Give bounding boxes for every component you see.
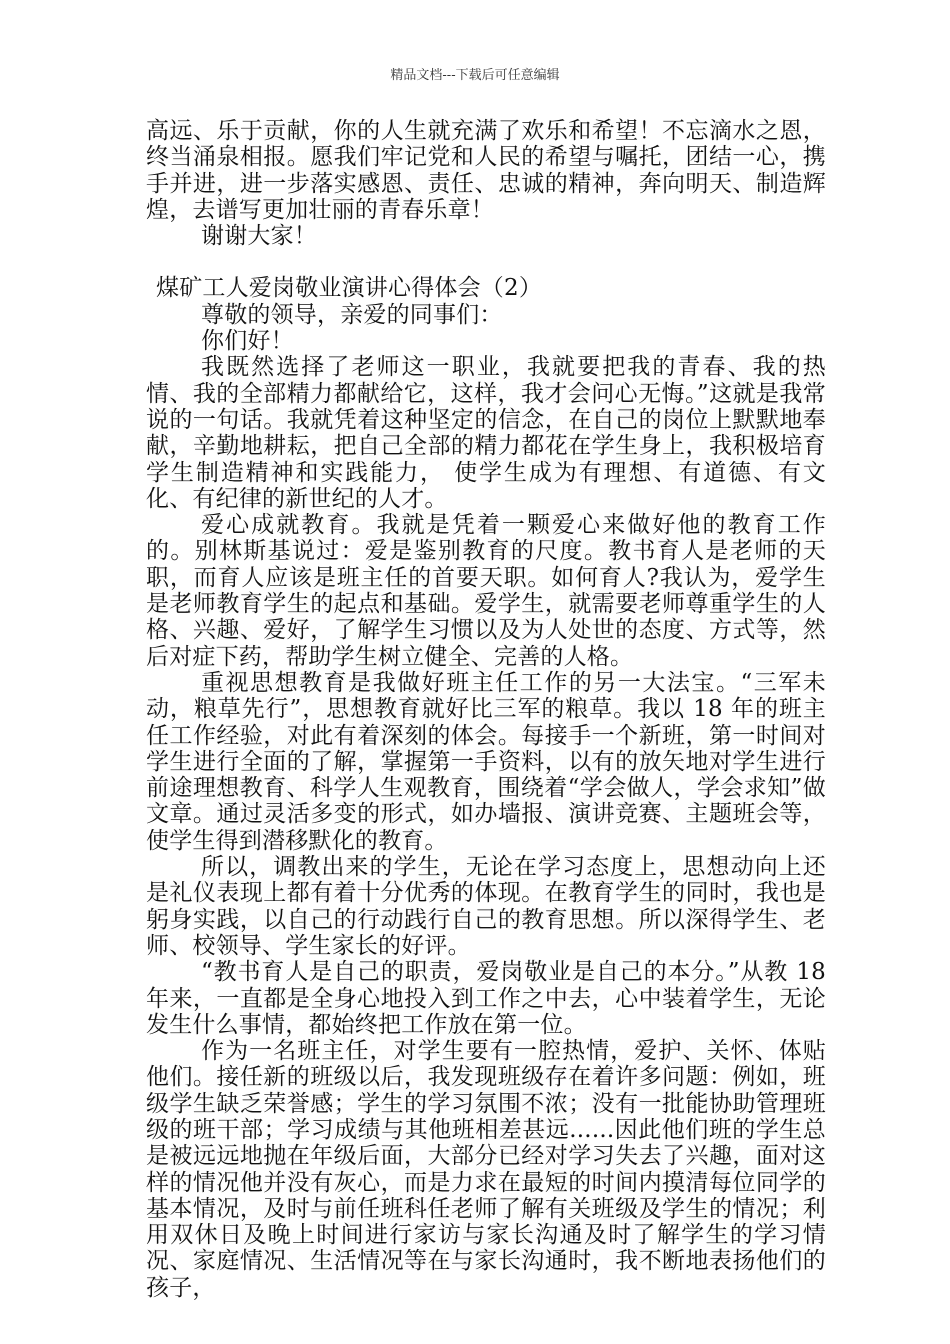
paragraph: “教书育人是自己的职责，爱岗敬业是自己的本分。”从教 18 年来，一直都是全身心地投入到工作之中去，心中装着学生，无论发生什么事情，都始终把工作放在第一位。 [146,959,826,1038]
paragraph-thanks: 谢谢大家！ [201,223,317,250]
paragraph-salutation: 尊敬的领导，亲爱的同事们： [201,301,503,328]
paragraph: 作为一名班主任，对学生要有一腔热情，爱护、关怀、体贴他们。接任新的班级以后，我发现班级存在着许多问题：例如，班级学生缺乏荣誉感；学生的学习氛围不浓；没有一批能协助管理班级的班干部；学习成绩与其他班相差甚远......因此他们班的学生总是被远远地抛在年级后面，大部分已经对学习失去了兴趣，面对这样的情况他并没有灰心，而是力求在最短的时间内摸清每位同学的基本情况，及时与前任班科任老师了解有关班级及学生的情况；利用双休日及晚上时间进行家访与家长沟通及时了解学生的学习情况、家庭情况、生活情况等在与家长沟通时，我不断地表扬他们的孩子， [146,1038,826,1301]
section-title: 煤矿工人爱岗敬业演讲心得体会（2） [156,275,543,302]
paragraph: 所以，调教出来的学生，无论在学习态度上，思想动向上还是礼仪表现上都有着十分优秀的体现。在教育学生的同时，我也是躬身实践，以自己的行动践行自己的教育思想。所以深得学生、老师、校领导、学生家长的好评。 [146,854,826,959]
document-body [146,118,826,1301]
paragraph: 重视思想教育是我做好班主任工作的另一大法宝。“三军未动，粮草先行”，思想教育就好比三军的粮草。我以 18 年的班主任工作经验，对此有着深刻的体会。每接手一个新班，第一时间对学生进行全面的了解，掌握第一手资料，以有的放矢地对学生进行前途理想教育、科学人生观教育，围绕着“学会做人，学会求知”做文章。通过灵活多变的形式，如办墙报、演讲竞赛、主题班会等，使学生得到潜移默化的教育。 [146,669,826,854]
page-header: 精品文档---下载后可任意编辑 [390,68,560,83]
paragraph: 我既然选择了老师这一职业，我就要把我的青春、我的热情、我的全部精力都献给它，这样，我才会问心无悔。”这就是我常说的一句话。我就凭着这种坚定的信念，在自己的岗位上默默地奉献，辛勤地耕耘，把自己全部的精力都花在学生身上，我积极培育学生制造精神和实践能力， 使学生成为有理想、有道德、有文化、有纪律的新世纪的人才。 [146,354,826,512]
paragraph-closing: 高远、乐于贡献，你的人生就充满了欢乐和希望！不忘滴水之恩，终当涌泉相报。愿我们牢记党和人民的希望与嘱托，团结一心，携手并进，进一步落实感恩、责任、忠诚的精神，奔向明天、制造辉煌，去谱写更加壮丽的青春乐章！ [146,118,826,223]
paragraph: 爱心成就教育。我就是凭着一颗爱心来做好他的教育工作的。别林斯基说过：爱是鉴别教育的尺度。教书育人是老师的天职，而育人应该是班主任的首要天职。如何育人?我认为，爱学生是老师教育学生的起点和基础。爱学生，就需要老师尊重学生的人格、兴趣、爱好，了解学生习惯以及为人处世的态度、方式等，然后对症下药，帮助学生树立健全、完善的人格。 [146,512,826,670]
paragraph-greeting: 你们好！ [201,328,294,355]
